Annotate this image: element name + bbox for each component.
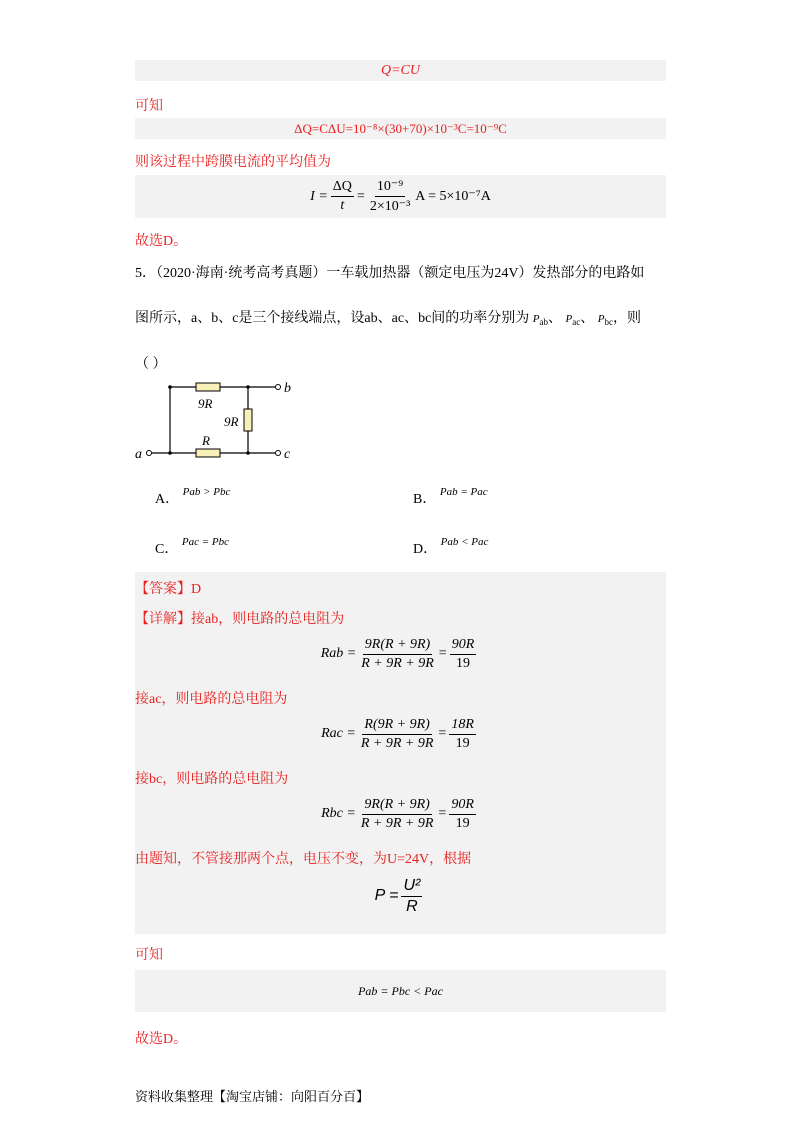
text-kezhi-1: 可知	[135, 99, 163, 114]
text-kezhi-2: 可知	[135, 948, 163, 963]
formula-band-final	[135, 970, 666, 1012]
question-line-3: （ ）	[135, 357, 167, 372]
eq-rab: Rab = $\frac{9R(R + 9R)}{R + 9R + 9R}$ = $\frac{90R}{19}$	[320, 636, 475, 671]
label-node-a: a	[135, 447, 142, 462]
answer-line: 【答案】D	[135, 582, 202, 597]
eq-delta-q: ΔQ=CΔU=10⁻⁸×(30+70)×10⁻³C=10⁻⁹C	[294, 120, 507, 136]
terminal-c	[276, 451, 281, 456]
footer: 资料收集整理【淘宝店铺：向阳百分百】	[135, 1089, 370, 1104]
detail-bc-line: 接bc，则电路的总电阻为	[135, 772, 289, 787]
label-r-top: 9R	[198, 396, 213, 411]
label-node-b: b	[284, 381, 291, 396]
question-line-2: 图所示，a、b、c是三个接线端点，设ab、ac、bc间的功率分别为 $P_{ab}$、 $P_{ac}$、 $P_{bc}$，则	[135, 311, 641, 328]
option-c[interactable]: C． Pac = Pbc	[155, 536, 229, 557]
option-a[interactable]: A． Pab > Pbc	[155, 486, 231, 507]
eq-power: P = $\frac{\text{U²}}{R}$	[374, 876, 421, 915]
final-answer: 故选D。	[135, 1032, 188, 1047]
label-r-bot: R	[202, 433, 210, 448]
text-answer-prev: 故选D。	[135, 234, 188, 249]
frac-dq-t: $\frac{\Delta Q}{t}$	[332, 179, 352, 213]
eq-final: Pab = Pbc < Pac	[358, 983, 443, 998]
formula-band-1	[135, 60, 666, 81]
eq-rac: Rac = $\frac{R(9R + 9R)}{R + 9R + 9R}$ = $\frac{18R}{19}$	[321, 716, 474, 751]
label-node-c: c	[284, 447, 291, 462]
eq-q-cu: Q=CU	[380, 62, 420, 78]
resistor-middle	[244, 409, 252, 431]
known-line: 由题知，不管接那两个点，电压不变，为U=24V，根据	[135, 852, 472, 867]
formula-band-2	[135, 118, 666, 139]
terminal-a	[147, 451, 152, 456]
option-b[interactable]: B． Pab = Pac	[413, 486, 488, 507]
label-r-mid: 9R	[224, 414, 239, 429]
circuit-diagram	[130, 375, 300, 470]
formula-band-3	[135, 175, 666, 218]
frac-ratio: $\frac{\text{10⁻⁹}}{\text{2×10⁻³}}$	[369, 179, 411, 214]
option-d[interactable]: D． Pab < Pac	[413, 536, 489, 557]
resistor-top	[196, 383, 220, 391]
text-current: 则该过程中跨膜电流的平均值为	[135, 155, 331, 170]
eq-rbc: Rbc = $\frac{9R(R + 9R)}{R + 9R + 9R}$ = $\frac{90R}{19}$	[321, 796, 474, 831]
detail-ac-line: 接ac，则电路的总电阻为	[135, 692, 288, 707]
terminal-b	[276, 385, 281, 390]
resistor-bottom	[196, 449, 220, 457]
detail-ab-line: 【详解】接ab，则电路的总电阻为	[135, 612, 345, 627]
eq-current: I = $\frac{\Delta Q}{t}$ = $\frac{\text{10⁻⁹}}{\text{2×10⁻³}}$ A = 5×10⁻⁷A	[310, 179, 491, 214]
question-line-1: 5．（2020·海南·统考高考真题）一车载加热器（额定电压为24V）发热部分的电路如	[135, 266, 645, 281]
